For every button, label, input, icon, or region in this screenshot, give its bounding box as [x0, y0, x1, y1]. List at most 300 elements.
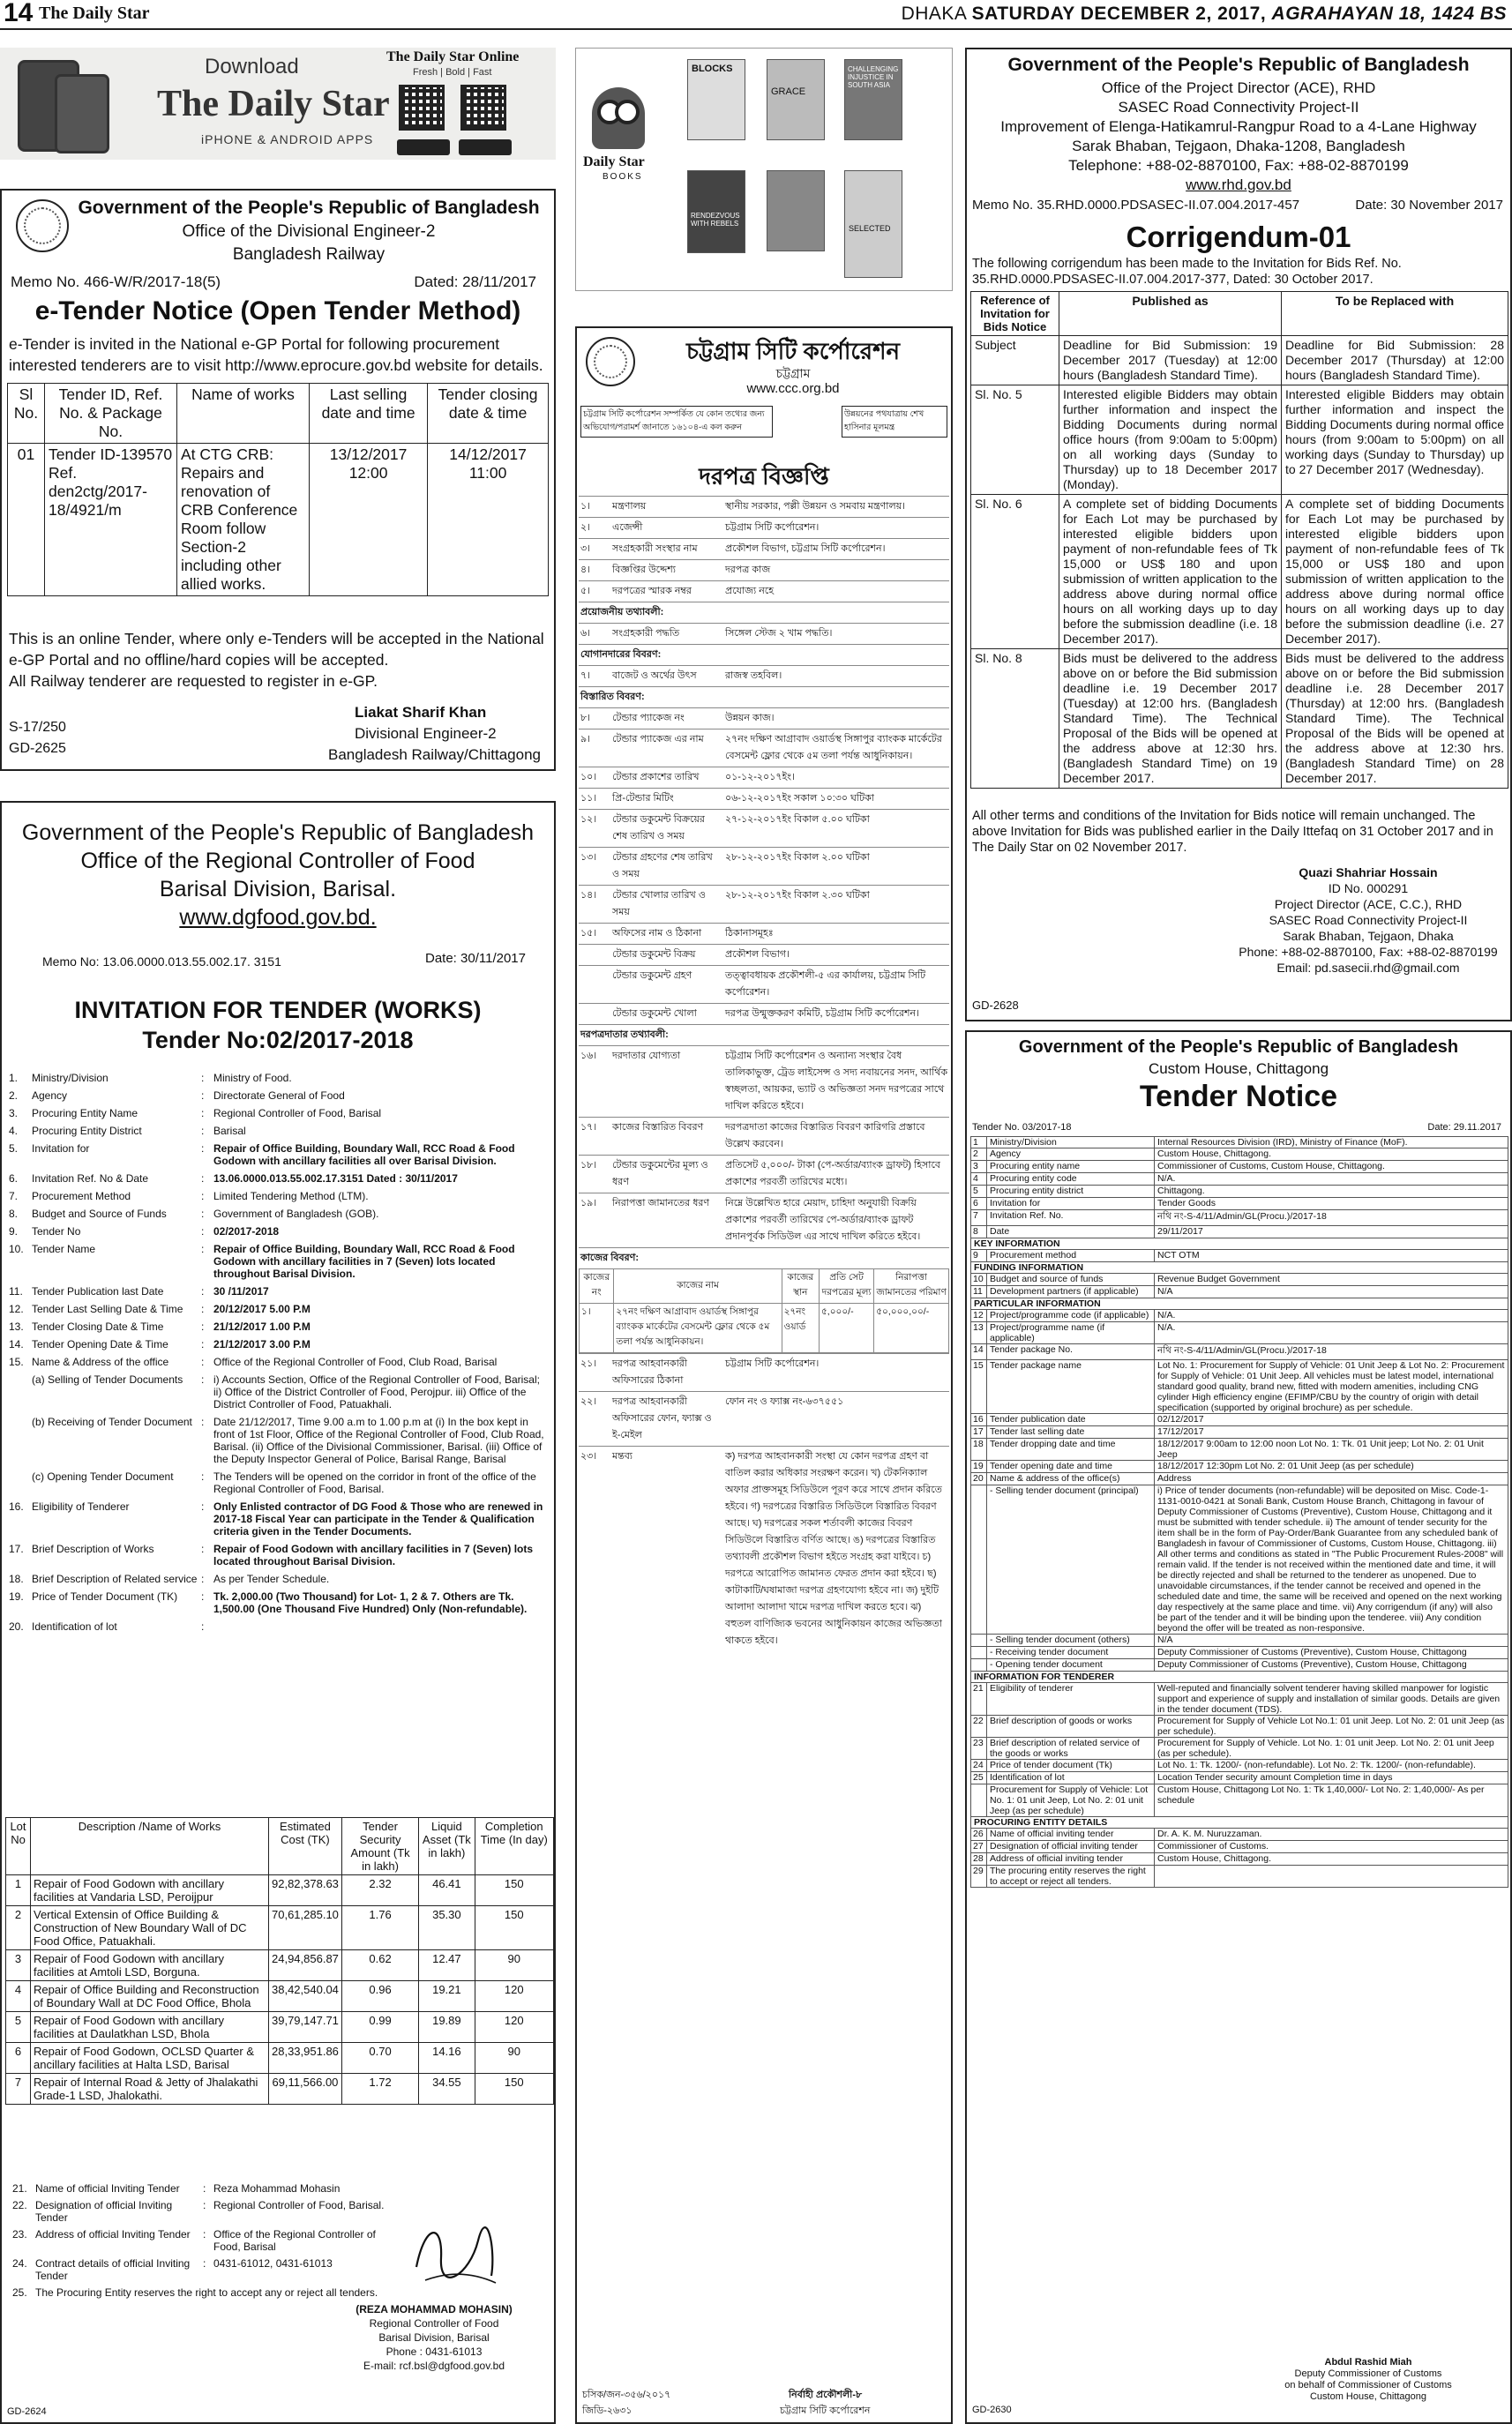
detail-row: [579, 1003, 949, 1024]
signatory-name: Abdul Rashid Miah: [1324, 2357, 1412, 2368]
row-number: 19: [971, 1461, 987, 1472]
row-value: ঠিকানাসমূহঃ: [725, 928, 774, 939]
detail-row: [970, 1344, 1508, 1360]
row-number: [971, 1784, 987, 1816]
row-label: বাজেট ও অর্থের উৎস: [612, 670, 697, 681]
detail-row: [970, 1772, 1508, 1784]
signatory-behalf: on behalf of Commissioner of Customs: [1284, 2380, 1452, 2390]
cell: 38,42,540.04: [269, 1981, 342, 2012]
cell: 0.62: [341, 1950, 418, 1981]
cell: 28,33,951.86: [269, 2043, 342, 2074]
row-number: 21: [971, 1683, 987, 1715]
row-colon: :: [201, 1142, 205, 1155]
org-city: চট্টগ্রাম: [775, 366, 811, 380]
cell: ৫০,০০০,০০/-: [874, 1304, 949, 1353]
detail-row: [12, 2286, 400, 2299]
signature-block: [1231, 864, 1505, 976]
row-label: Agency: [987, 1148, 1155, 1160]
row-label: Brief description of related service of the goods or works: [987, 1738, 1155, 1759]
section-heading: PROCURING ENTITY DETAILS: [970, 1817, 1508, 1829]
row-value: N/A: [1157, 1286, 1173, 1297]
row-value: 29/11/2017: [1157, 1226, 1203, 1237]
row-label: Project/programme name (if applicable): [987, 1322, 1155, 1343]
row-number: [9, 1470, 32, 1495]
row-label: দরপত্রের স্মারক নম্বর: [612, 586, 692, 596]
col-header: কাজের নং: [580, 1269, 614, 1304]
row-label: Procuring Entity Name: [32, 1107, 138, 1119]
cell: Bids must be delivered to the address above on or before the Bid submission deadline i.e. 19 December 2017 (Tuesday) at 12:00 hrs. (Bangladesh Standard Time). The Technical Proposal of the Bids will be opened at the address above at 12:30 hrs. (Bangladesh Standard Time) on 19 December 2017.: [1059, 649, 1282, 789]
work-table: [579, 1268, 949, 1353]
row-value: [213, 1620, 550, 1633]
row-colon: :: [201, 1338, 205, 1350]
office-telephone: Telephone: +88-02-8870100, Fax: +88-02-8870199: [1068, 157, 1409, 174]
table-row: [6, 2012, 554, 2043]
row-number: ২২।: [580, 1396, 597, 1407]
table-row: [6, 1906, 554, 1950]
signatory-email[interactable]: Email: pd.sasecii.rhd@gmail.com: [1276, 961, 1460, 975]
row-value: Repair of Office Building, Boundary Wall, RCC Road & Food Godown with ancillary facilities all over Barisal Division.: [213, 1142, 515, 1167]
signatory-org: Bangladesh Railway/Chittagong: [328, 746, 541, 763]
row-label: Project/programme code (if applicable): [987, 1310, 1155, 1321]
row-value: [1155, 1866, 1508, 1887]
row-colon: :: [203, 2228, 206, 2241]
row-label: The Procuring Entity reserves the right to accept any or reject all tenders.: [35, 2286, 378, 2299]
row-value: 13.06.0000.013.55.002.17.3151 Dated : 30/11/2017: [213, 1172, 458, 1185]
ccc-tender-notice: [575, 326, 953, 2424]
row-label: অফিসের নাম ও ঠিকানা: [612, 928, 702, 939]
row-number: ১০।: [580, 772, 597, 782]
dateline-bangla: AGRAHAYAN 18, 1424 BS: [1271, 4, 1507, 24]
ad-code: GD-2630: [972, 2405, 1012, 2415]
detail-row: [9, 1142, 550, 1167]
row-number: ১৬।: [580, 1051, 597, 1061]
row-label: Price of tender document (Tk): [987, 1760, 1155, 1771]
cell: Interested eligible Bidders may obtain further information and inspect the Bidding Documents during normal office hours (from 9:00am to 5:00pm) on all working days (Sunday to Thursday) up to 27 December 2017 (Wednesday).: [1282, 385, 1508, 495]
row-value: 18/12/2017 12:30pm Lot No. 2: 01 Unit Jeep (as per schedule): [1157, 1461, 1414, 1471]
detail-row: [9, 1573, 550, 1585]
detail-row: [579, 788, 949, 809]
row-number: 7: [971, 1210, 987, 1225]
row-label: টেন্ডার ডকুমেন্ট বিক্রয়ের শেষ তারিখ ও সময়: [612, 814, 705, 842]
row-number: 2: [971, 1148, 987, 1160]
detail-row: [579, 1155, 949, 1193]
detail-row: [9, 1172, 550, 1185]
section-heading: INFORMATION FOR TENDERER: [970, 1672, 1508, 1683]
cell: 2.32: [341, 1875, 418, 1906]
org-website[interactable]: www.ccc.org.bd: [746, 381, 840, 396]
row-number: [579, 966, 610, 1003]
detail-row: [9, 1543, 550, 1567]
cell: 7: [6, 2074, 31, 2105]
row-value: Custom House, Chittagong.: [1157, 1853, 1271, 1864]
row-colon: :: [201, 1303, 205, 1315]
table-row: [6, 1950, 554, 1981]
memo-date: Date: 30/11/2017: [425, 951, 526, 966]
row-colon: :: [201, 1089, 205, 1102]
detail-row: [579, 559, 949, 580]
slogan-note: উন্নয়নের পথযাত্রায় শেখ হাসিনার মূলমন্ত্র: [842, 406, 947, 438]
row-value: 02/12/2017: [1157, 1414, 1204, 1425]
row-number: ৬।: [580, 628, 591, 639]
row-label: দরপত্র আহবানকারী অফিসারের ঠিকানা: [612, 1358, 688, 1386]
row-value: Deputy Commissioner of Customs (Preventive), Custom House, Chittagong: [1157, 1647, 1467, 1657]
row-value: Well-reputed and financially solvent tenderer having skilled manpower for logistic support and experience of supply and installation of similar goods. Details are given in the tender document (TDS).: [1157, 1683, 1501, 1715]
row-label: দরদাতার যোগ্যতা: [612, 1051, 681, 1061]
row-label: প্রি-টেন্ডার মিটিং: [612, 793, 674, 804]
table-row: [971, 385, 1508, 495]
detail-row: [579, 1193, 949, 1247]
book-cover[interactable]: RENDEZVOUS WITH REBELS: [687, 170, 745, 253]
cell: Sl. No. 6: [971, 495, 1059, 649]
row-number: 9: [971, 1250, 987, 1261]
row-value: নথি নং-S-4/11/Admin/GL(Procu.)/2017-18: [1157, 1211, 1327, 1222]
row-label: Procurement for Supply of Vehicle: Lot No. 1: 01 unit Jeep, Lot No. 2: 01 unit Jeep (as per schedule): [987, 1784, 1155, 1816]
row-value: ক) দরপত্র আহবানকারী সংস্থা যে কোন দরপত্র গ্রহণ বা বাতিল করার অধিকার সংরক্ষণ করেন। খ) টেকনিক্যাল অফার প্রাক্তসমূহ সিডিউলে পূরণ করে সাথে প্রদান করিতে হইবে। গ) দরপত্রের বিস্তারিত সিডিউলে বিস্তারিত বিবরণ আছে। ঘ) দরপত্রের সকল শর্তাবলী কাজের বিবরণ সিডিউলে বিস্তারিত বর্ণিত আছে। ঙ) দরপত্রের বিস্তারিত তথ্যাবলী প্রকৌশল বিভাগ হইতে সংগ্রহ করা যাইবে। চ) দরপত্রে আরোপিত জামানত ফেরত প্রদান করা হইবে। ছ) কাটাকাটি/ঘষামাজা দরপত্র গ্রহণযোগ্য হইবে না। জ) দুইটি আলাদা আলাদা খামে দরপত্র দাখিল করতে হবে। ঝ) বহুতল বাণিজ্যিক ভবনের আধুনিকায়ন কাজের অভিজ্ঞতা থাকতে হইবে।: [725, 1451, 942, 1646]
row-label: Tender Last Selling Date & Time: [32, 1303, 183, 1315]
row-value: নথি নং-S-4/11/Admin/GL(Procu.)/2017-18: [1157, 1345, 1327, 1356]
row-label: Brief Description of Related service: [32, 1573, 198, 1585]
table-row: [971, 649, 1508, 789]
row-number: 7.: [9, 1190, 19, 1202]
corrigendum-notice: [965, 48, 1512, 1021]
col-header: Sl No.: [8, 384, 45, 444]
row-number: 15.: [9, 1356, 24, 1368]
detail-row: [970, 1161, 1508, 1173]
signature-block: [1231, 2357, 1505, 2403]
lot-table: [5, 1817, 554, 2105]
cell: ২৭নং দক্ষিণ আগ্রাবাদ ওয়ার্ডস্থ সিঙ্গাপুর ব্যাংকক মার্কেটের বেসমেন্ট ফ্লোর থেকে ৫ম তলা পর্যন্ত আধুনিকায়ন।: [614, 1304, 782, 1353]
col-header: To be Replaced with: [1282, 292, 1508, 336]
col-header: কাজের নাম: [614, 1269, 782, 1304]
row-colon: :: [201, 1470, 205, 1483]
row-number: 20: [971, 1473, 987, 1485]
cell: Sl. No. 8: [971, 649, 1059, 789]
qr-code-icon[interactable]: [460, 85, 506, 131]
row-colon: :: [201, 1543, 205, 1555]
detail-row: [579, 707, 949, 729]
row-value: প্রকৌশল বিভাগ।: [725, 949, 790, 960]
detail-row: [579, 729, 949, 767]
row-label: সংগ্রহকারী সংস্থার নাম: [612, 543, 698, 554]
detail-row: [9, 1225, 550, 1238]
row-value: Office of the Regional Controller of Food, Barisal: [213, 2228, 376, 2253]
row-number: 16.: [9, 1500, 24, 1513]
row-value: Tk. 2,000.00 (Two Thousand) for Lot- 1, 2 & 7. Others are Tk. 1,500.00 (One Thousand Five Hundred) Only (Non-refundable).: [213, 1590, 528, 1615]
detail-row: [970, 1841, 1508, 1853]
row-value: Directorate General of Food: [213, 1089, 345, 1102]
row-value: Procurement for Supply of Vehicle Lot No.1: 01 unit Jeep. Lot No. 2: 01 unit Jeep (as per schedule).: [1157, 1716, 1505, 1737]
detail-row: [12, 2199, 400, 2224]
highway-project: Improvement of Elenga-Hatikamrul-Rangpur Road to a 4-Lane Highway: [1000, 118, 1477, 135]
row-value: চট্টগ্রাম সিটি কর্পোরেশন ও অন্যান্য সংস্থার বৈধ তালিকাভুক্ত, ট্রেড লাইসেন্স ও সদ্য নবায়নের সনদ, আর্থিক স্বচ্ছলতা, আয়কর, ভ্যাট ও অভিজ্ঞতা সনদ দরপত্রের সাথে দাখিল করিতে হইবে।: [725, 1051, 948, 1111]
row-label: মন্তব্য: [612, 1451, 633, 1462]
row-number: 11: [971, 1286, 987, 1298]
row-value: চট্টগ্রাম সিটি কর্পোরেশন।: [725, 522, 820, 533]
cell: 12.47: [419, 1950, 475, 1981]
notice-title: e-Tender Notice (Open Tender Method): [34, 296, 521, 325]
ad-code: GD-2625: [9, 741, 66, 756]
row-label: Name of official Inviting Tender: [35, 2182, 180, 2195]
row-number: 9.: [9, 1225, 19, 1238]
row-value: Date 21/12/2017, Time 9.00 a.m to 1.00 p.m at (i) In the box kept in front of 1st Floor, Office of the Regional Controller of Food, Club Road, Barisal. (ii) Office of the Divisional Commissioner, Barisal. (iii) Office of the Deputy Inspector General of Police, Barisal Range, Barisal: [213, 1416, 544, 1465]
row-label: Tender dropping date and time: [987, 1439, 1155, 1460]
cell: 1.76: [341, 1906, 418, 1950]
row-number: 21.: [12, 2182, 27, 2195]
cell: 24,94,856.87: [269, 1950, 342, 1981]
row-value: 21/12/2017 3.00 P.M: [213, 1338, 311, 1350]
signatory-title: Regional Controller of Food: [369, 2317, 499, 2330]
memo-date: Date: 30 November 2017: [1355, 198, 1503, 213]
detail-row: [970, 1426, 1508, 1439]
row-label: - Opening tender document: [987, 1659, 1155, 1671]
book-cover[interactable]: CHALLENGING INJUSTICE IN SOUTH ASIA: [844, 59, 902, 140]
signatory-email[interactable]: E-mail: rcf.bsl@dgfood.gov.bd: [363, 2360, 505, 2372]
gov-heading: Government of the People's Republic of Bangladesh: [1007, 55, 1470, 75]
row-number: 12: [971, 1310, 987, 1321]
cell: Repair of Food Godown with ancillary facilities at Amtoli LSD, Borguna.: [31, 1950, 269, 1981]
website-link[interactable]: www.rhd.gov.bd: [1186, 176, 1291, 193]
daily-star-books-ad[interactable]: [575, 48, 953, 291]
row-number: 6: [971, 1198, 987, 1209]
row-label: - Receiving tender document: [987, 1647, 1155, 1658]
row-label: Tender last selling date: [987, 1426, 1155, 1438]
cell: 150: [475, 1906, 553, 1950]
cell: 70,61,285.10: [269, 1906, 342, 1950]
app-store-badge-icon[interactable]: [397, 139, 450, 155]
row-number: ১৭।: [580, 1122, 597, 1133]
row-label: টেন্ডার গ্রহণের শেষ তারিখ ও সময়: [612, 852, 713, 879]
cell: Deadline for Bid Submission: 28 December 2017 (Thursday) at 12:00 hours (Bangladesh Standard Time).: [1282, 336, 1508, 385]
col-header: Description /Name of Works: [31, 1818, 269, 1875]
row-label: Procuring entity district: [987, 1186, 1155, 1197]
row-value: সিঙ্গেল স্টেজ ২ খাম পদ্ধতি।: [725, 628, 833, 639]
detail-row: [970, 1659, 1508, 1672]
book-cover[interactable]: BLOCKS: [687, 59, 745, 140]
row-value: Regional Controller of Food, Barisal: [213, 1107, 382, 1119]
row-number: ১৪।: [580, 890, 597, 901]
cell: 14.16: [419, 2043, 475, 2074]
table-row: [971, 336, 1508, 385]
row-number: 14.: [9, 1338, 24, 1350]
cell: 120: [475, 2012, 553, 2043]
row-number: [9, 1373, 32, 1410]
row-colon: :: [201, 1620, 205, 1633]
app-download-ad[interactable]: [0, 48, 556, 160]
memo-date: Dated: 28/11/2017: [414, 273, 536, 290]
cell: At CTG CRB: Repairs and renovation of CRB Conference Room follow Section-2 including other allied works.: [177, 444, 310, 596]
row-value: 17/12/2017: [1157, 1426, 1204, 1437]
cell: 150: [475, 2074, 553, 2105]
row-label: টেন্ডার ডকুমেন্টের মূল্য ও ধরণ: [612, 1160, 708, 1187]
detail-row: [970, 1461, 1508, 1473]
ad-brand: The Daily Star: [157, 84, 390, 124]
row-number: ৪।: [580, 565, 591, 575]
col-header: Lot No: [6, 1818, 31, 1875]
signatory-org: Custom House, Chittagong: [1309, 2391, 1427, 2402]
gov-heading: Government of the People's Republic of Bangladesh: [78, 198, 540, 218]
cell: 0.96: [341, 1981, 418, 2012]
row-value: Custom House, Chittagong Lot No. 1: Tk 1,40,000/- Lot No. 2: 1,40,000/- As per schedule: [1157, 1784, 1485, 1806]
row-number: ১৩।: [580, 852, 597, 863]
row-number: 24: [971, 1760, 987, 1771]
project-name: SASEC Road Connectivity Project-II: [1118, 99, 1359, 116]
row-number: ৫।: [580, 586, 591, 596]
row-label: Ministry/Division: [32, 1072, 109, 1084]
row-label: Price of Tender Document (TK): [32, 1590, 178, 1603]
cell: 13/12/2017 12:00: [310, 444, 428, 596]
row-label: কাজের বিস্তারিত বিবরণ: [612, 1122, 704, 1133]
detail-row: [9, 1320, 550, 1333]
office-name: Office of the Regional Controller of Food: [80, 849, 475, 873]
qr-code-icon[interactable]: [399, 85, 445, 131]
row-number: 25: [971, 1772, 987, 1784]
row-label: Name & Address of the office: [32, 1356, 169, 1368]
detail-row: [9, 1590, 550, 1615]
cell: 0.70: [341, 2043, 418, 2074]
table-row: [6, 2043, 554, 2074]
row-number: 8: [971, 1226, 987, 1238]
row-colon: :: [201, 1590, 205, 1603]
ad-platforms: iPHONE & ANDROID APPS: [201, 132, 374, 146]
row-number: [971, 1485, 987, 1634]
row-label: - Selling tender document (others): [987, 1635, 1155, 1646]
row-label: Designation of official Inviting Tender: [35, 2199, 173, 2224]
detail-row: [970, 1635, 1508, 1647]
cell: Bids must be delivered to the address above on or before the Bid submission deadline i.e. 28 December 2017 (Thursday) at 12:00 hrs. (Bangladesh Standard Time). The Technical Proposal of the Bids will be opened at the address above at 12:30 hrs. (Bangladesh Standard Time) on 28 December 2017.: [1282, 649, 1508, 789]
detail-row: [9, 1243, 550, 1280]
signatory-name: (REZA MOHAMMAD MOHASIN): [356, 2303, 513, 2316]
ad-online: The Daily Star Online: [386, 49, 520, 64]
row-value: স্থানীয় সরকার, পল্লী উন্নয়ন ও সমবায় মন্ত্রণালয়।: [725, 501, 906, 512]
row-value: উন্নয়ন কাজ।: [725, 713, 775, 723]
col-header: Estimated Cost (TK): [269, 1818, 342, 1875]
cell: Repair of Internal Road & Jetty of Jhalakathi Grade-1 LSD, Jhalokathi.: [31, 2074, 269, 2105]
table-row: [580, 1304, 949, 1353]
row-number: 27: [971, 1841, 987, 1852]
memo-number: Memo No: 13.06.0000.013.55.002.17. 3151: [42, 954, 281, 969]
office-name: Custom House, Chittagong: [1148, 1060, 1329, 1077]
website-link[interactable]: www.dgfood.gov.bd.: [179, 905, 377, 930]
row-label: The procuring entity reserves the right to accept or reject all tenders.: [987, 1866, 1155, 1887]
row-label: Procuring entity code: [987, 1173, 1155, 1185]
cell: 4: [6, 1981, 31, 2012]
detail-row: [970, 1210, 1508, 1226]
book-cover[interactable]: [767, 170, 825, 251]
row-value: Revenue Budget Government: [1157, 1274, 1280, 1284]
row-number: 1.: [9, 1072, 19, 1084]
row-label: Procuring entity name: [987, 1161, 1155, 1172]
row-label: Identification of lot: [987, 1772, 1155, 1784]
row-label: Designation of official inviting tender: [987, 1841, 1155, 1852]
cell: Sl. No. 5: [971, 385, 1059, 495]
col-header: Published as: [1059, 292, 1282, 336]
railway-tender-notice: [0, 189, 556, 771]
row-value: ২৮-১২-২০১৭ইং বিকাল ২.৩০ ঘটিকা: [725, 890, 870, 901]
row-label: টেন্ডার খোলার তারিখ ও সময়: [612, 890, 706, 917]
row-label: (a) Selling of Tender Documents: [32, 1373, 183, 1386]
ad-code: চসিক/জন-৩৫৬/২০১৭: [582, 2390, 671, 2400]
row-colon: :: [201, 1208, 205, 1220]
row-label: Budget and Source of Funds: [32, 1208, 167, 1220]
row-value: N/A: [1157, 1635, 1173, 1645]
row-value: ফোন নং ও ফ্যাক্স নং-৬৩৭৫৫১: [725, 1396, 844, 1407]
row-value: Commissioner of Customs, Custom House, Chittagong.: [1157, 1161, 1385, 1171]
detail-row: [9, 1620, 550, 1633]
row-label: টেন্ডার প্যাকেজ নং: [612, 713, 685, 723]
row-number: 18.: [9, 1573, 24, 1585]
dateline-date: SATURDAY DECEMBER 2, 2017,: [971, 4, 1267, 24]
detail-row: [970, 1738, 1508, 1760]
row-number: ৯।: [580, 734, 591, 744]
signatory-org: চট্টগ্রাম সিটি কর্পোরেশন: [780, 2405, 871, 2416]
row-number: 18: [971, 1439, 987, 1460]
row-number: 13.: [9, 1320, 24, 1333]
row-number: ৮।: [580, 713, 591, 723]
row-label: Tender package name: [987, 1360, 1155, 1413]
cell: 14/12/2017 11:00: [428, 444, 549, 596]
detail-row: [970, 1226, 1508, 1238]
notice-title: Corrigendum-01: [1126, 221, 1351, 253]
row-label: Eligibility of Tenderer: [32, 1500, 130, 1513]
row-value: দরপত্র উন্মুক্তকরণ কমিটি, চট্টগ্রাম সিটি কর্পোরেশন।: [725, 1008, 920, 1019]
cell: Vertical Extensin of Office Building & Construction of New Boundary Wall of DC Food Office, Patuakhali.: [31, 1906, 269, 1950]
table-row: [8, 444, 549, 596]
section-heading: FUNDING INFORMATION: [970, 1262, 1508, 1274]
detail-row: [970, 1250, 1508, 1262]
row-label: Tender publication date: [987, 1414, 1155, 1425]
detail-row: [579, 665, 949, 686]
book-cover[interactable]: GRACE: [767, 59, 825, 140]
row-value: Repair of Food Godown with ancillary facilities in 7 (Seven) lots located throughout Barisal Division.: [213, 1543, 534, 1567]
row-label: (c) Opening Tender Document: [32, 1470, 174, 1483]
signature-block: [319, 2302, 549, 2373]
notice-title: Tender Notice: [1139, 1080, 1338, 1113]
col-header: Name of works: [177, 384, 310, 444]
row-value: Procurement for Supply of Vehicle. Lot No. 1: 01 unit Jeep. Lot No. 2: 01 unit Jeep (as per schedule).: [1157, 1738, 1494, 1759]
row-number: 2.: [9, 1089, 19, 1102]
detail-row: [579, 623, 949, 644]
detail-row: [579, 767, 949, 788]
cell: 39,79,147.71: [269, 2012, 342, 2043]
row-colon: :: [201, 1225, 205, 1238]
row-label: Tender Closing Date & Time: [32, 1320, 164, 1333]
signatory-name: Quazi Shahriar Hossain: [1299, 865, 1438, 879]
detail-row: [9, 1470, 550, 1495]
gov-heading: Government of the People's Republic of Bangladesh: [1018, 1037, 1459, 1057]
row-number: 28: [971, 1853, 987, 1865]
col-header: Tender Security Amount (Tk in lakh): [341, 1818, 418, 1875]
table-row: [6, 2074, 554, 2105]
detail-row: [970, 1829, 1508, 1841]
detail-row: [579, 847, 949, 885]
google-play-badge-icon[interactable]: [459, 139, 512, 155]
row-value: Lot No. 1: Tk. 1200/- (non-refundable). Lot No. 2: Tk. 1200/- (non-refundable).: [1157, 1760, 1476, 1770]
row-colon: :: [201, 1285, 205, 1298]
cell: Interested eligible Bidders may obtain further information and inspect the Bidding Documents during normal office hours (from 9:00am to 5:00pm) on all working days (Sunday to Thursday) up to 18 December 2017 (Monday).: [1059, 385, 1282, 495]
row-number: ২১।: [580, 1358, 597, 1369]
row-value: ০৬-১২-২০১৭ইং সকাল ১০:৩০ ঘটিকা: [725, 793, 874, 804]
row-label: Tender No: [32, 1225, 81, 1238]
row-number: 3.: [9, 1107, 19, 1119]
row-label: Name & address of the office(s): [987, 1473, 1155, 1485]
col-header: নিরাপত্তা জামানতের পরিমাণ: [874, 1269, 949, 1304]
tender-number: Tender No. 03/2017-18: [972, 1122, 1072, 1133]
detail-row: [9, 1089, 550, 1102]
section-heading: কাজের বিবরণ:: [579, 1247, 949, 1268]
row-value: Chittagong.: [1157, 1186, 1205, 1196]
book-cover[interactable]: SELECTED: [844, 170, 902, 278]
row-value: Dr. A. K. M. Nuruzzaman.: [1157, 1829, 1262, 1839]
